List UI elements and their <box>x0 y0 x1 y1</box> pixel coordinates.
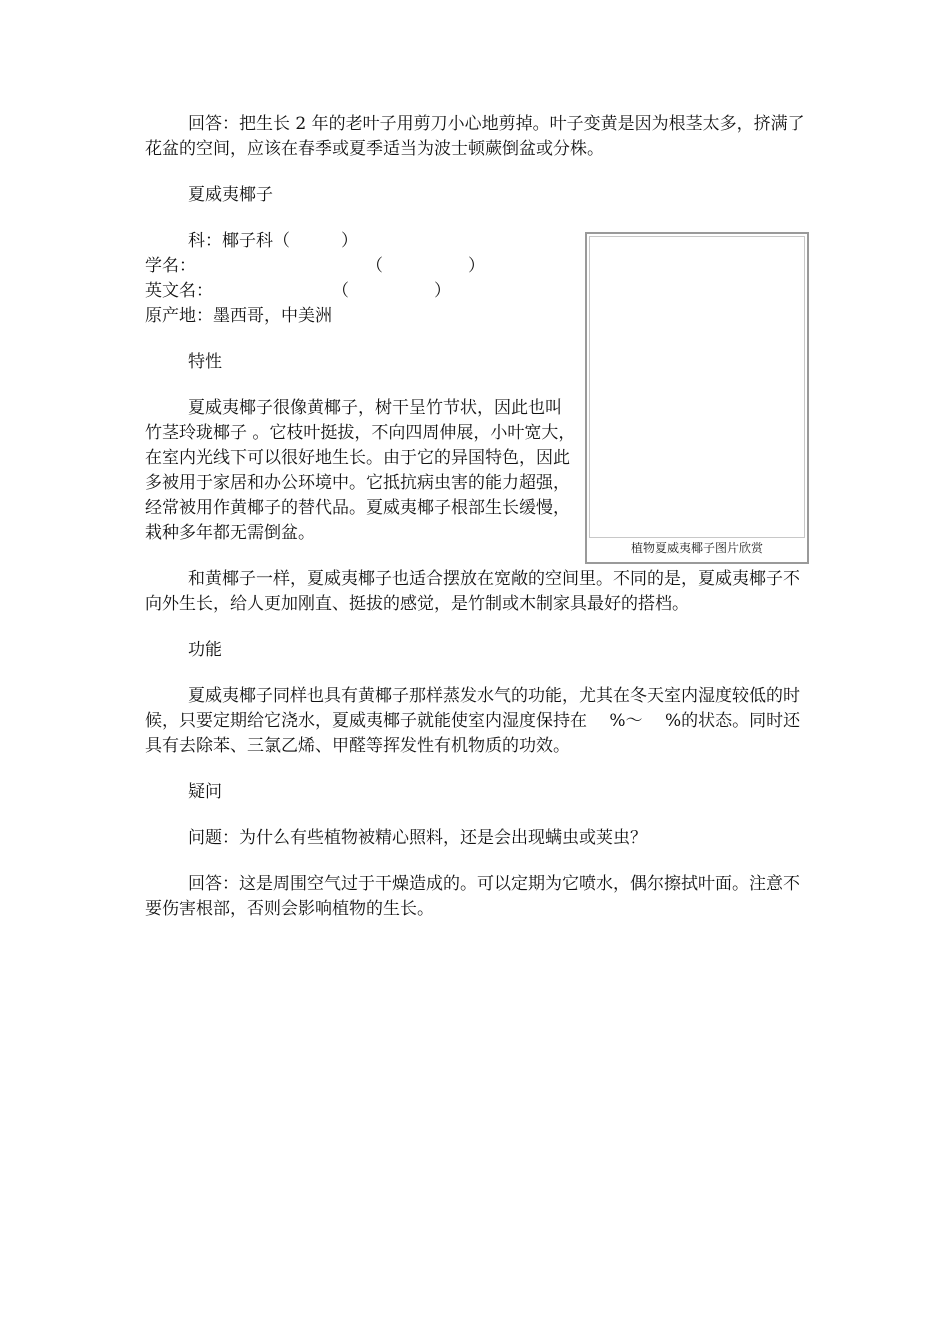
english-name-line: 英文名： （ ） <box>145 281 451 301</box>
plant-image-frame <box>585 232 809 564</box>
answer-paragraph-2: 回答：这是周围空气过于干燥造成的。可以定期为它喷水，偶尔擦拭叶面。注意不要伤害根部，否则会影响植物的生长。 <box>145 874 800 919</box>
plant-image-placeholder <box>589 236 805 538</box>
traits-paragraph-2: 和黄椰子一样，夏威夷椰子也适合摆放在宽敞的空间里。不同的是，夏威夷椰子不向外生长，给人更加刚直、挺拔的感觉，是竹制或木制家具最好的搭档。 <box>145 569 800 614</box>
image-caption: 植物夏威夷椰子图片欣赏 <box>630 541 763 555</box>
section-heading-function: 功能 <box>188 640 222 660</box>
origin-line: 原产地：墨西哥，中美洲 <box>145 306 332 326</box>
traits-paragraph-1: 夏威夷椰子很像黄椰子，树干呈竹节状，因此也叫 竹茎玲珑椰子 。它枝叶挺拔，不向四周伸展，小叶宽大，在室内光线下可以很好地生长。由于它的异国特色，因此多被用于家居和办公环境中。它抵抗病虫害的能力超强，经常被用作黄椰子的替代品。夏威夷椰子根部生长缓慢，栽种多年都无需倒盆。 <box>145 398 576 543</box>
function-paragraph: 夏威夷椰子同样也具有黄椰子那样蒸发水气的功能，尤其在冬天室内湿度较低的时候，只要定期给它浇水，夏威夷椰子就能使室内湿度保持在 %～ %的状态。同时还具有去除苯、三氯乙烯、甲醛等挥发性有机物质的功效。 <box>145 686 801 756</box>
family-line: 科：椰子科（ ） <box>188 231 358 251</box>
scientific-name-line: 学名： （ ） <box>145 256 485 276</box>
question-paragraph: 问题：为什么有些植物被精心照料，还是会出现螨虫或荚虫？ <box>188 828 647 848</box>
answer-paragraph-1: 回答：把生长 2 年的老叶子用剪刀小心地剪掉。叶子变黄是因为根茎太多，挤满了花盆的空间，应该在春季或夏季适当为波士顿蕨倒盆或分株。 <box>145 114 805 159</box>
plant-title: 夏威夷椰子 <box>188 185 273 205</box>
section-heading-traits: 特性 <box>188 352 222 372</box>
section-heading-questions: 疑问 <box>188 782 222 802</box>
